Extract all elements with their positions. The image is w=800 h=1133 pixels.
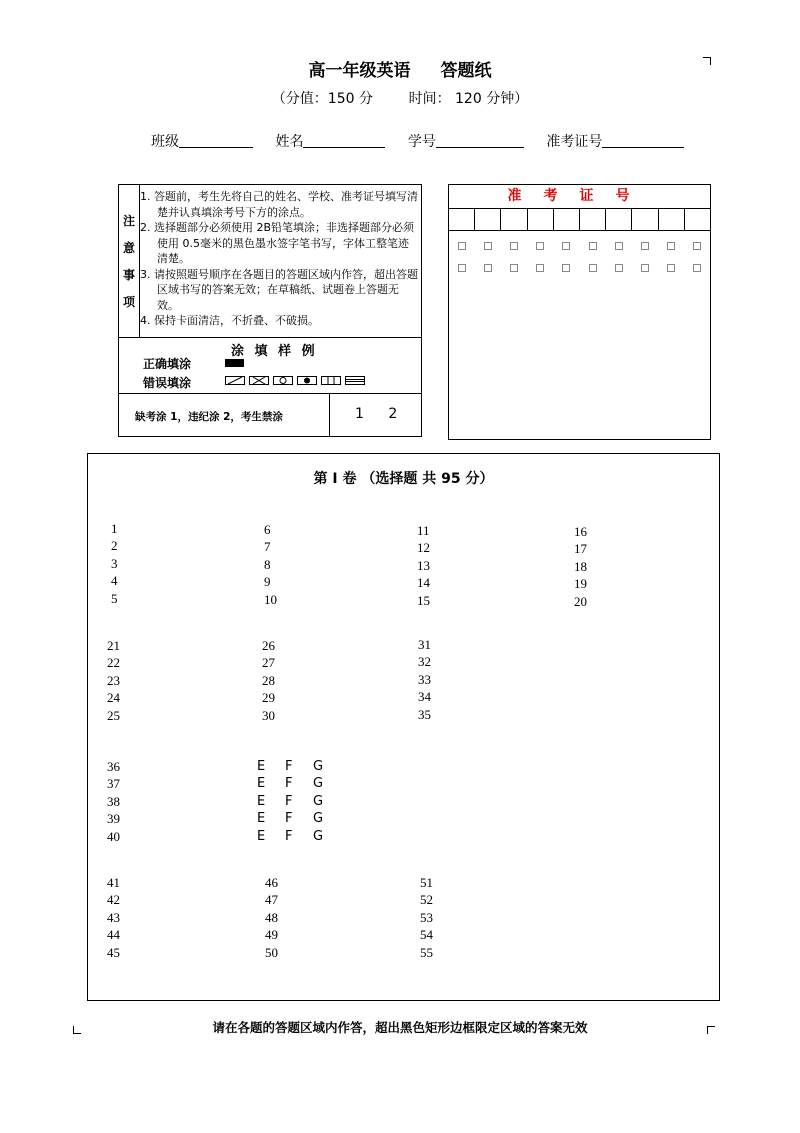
question-column: [418, 636, 431, 723]
question-number: 4: [111, 573, 118, 589]
question-column: [420, 874, 433, 961]
bubble[interactable]: [658, 257, 684, 279]
question-number: 37: [107, 776, 120, 792]
question-number: 40: [107, 828, 120, 844]
question-number: 24: [107, 690, 120, 706]
absence-box: [119, 393, 421, 437]
wrong-fill-label: 错误填涂: [143, 376, 192, 390]
question-number: 44: [107, 927, 120, 943]
question-column: [107, 637, 120, 724]
question-number: 42: [107, 892, 120, 908]
digit-cell[interactable]: [449, 208, 475, 230]
question-number: 10: [264, 591, 277, 607]
question-number: 33: [418, 671, 431, 687]
score-info: （分值：150 分: [271, 91, 373, 107]
question-column: [264, 521, 277, 608]
question-number: 46: [265, 875, 278, 890]
question-column: [417, 522, 430, 609]
notice-side-label: 注 意 事 项: [119, 185, 140, 337]
bubble[interactable]: [449, 257, 475, 279]
question-number: 22: [107, 655, 120, 671]
digit-cell[interactable]: [606, 208, 632, 230]
question-number: 52: [420, 892, 433, 908]
question-number: 21: [107, 638, 120, 653]
page-subtitle: [0, 88, 800, 108]
correct-fill-mark: [225, 359, 244, 367]
question-column: [574, 523, 587, 610]
bubble[interactable]: [527, 257, 553, 279]
option-row[interactable]: E F G: [257, 811, 324, 827]
question-number: 35: [418, 706, 431, 722]
bubble[interactable]: [684, 257, 710, 279]
bubble[interactable]: [527, 235, 553, 257]
digit-cell[interactable]: [685, 208, 710, 230]
name-label: 姓名: [275, 134, 304, 150]
question-number: 39: [107, 811, 120, 827]
digit-cell[interactable]: [528, 208, 554, 230]
exam-number-title: 准考证号: [449, 185, 710, 209]
question-number: 7: [264, 539, 271, 555]
option-letters: [257, 758, 341, 845]
question-number: 8: [264, 556, 271, 572]
question-number: 29: [262, 690, 275, 706]
absence-marks[interactable]: 1 2: [355, 406, 398, 422]
correct-fill-label: 正确填涂: [143, 357, 192, 371]
bubble[interactable]: [579, 257, 605, 279]
absence-label: 缺考涂 1，违纪涂 2，考生禁涂: [135, 411, 283, 423]
question-number: 23: [107, 672, 120, 688]
question-number: 53: [420, 909, 433, 925]
digit-cell[interactable]: [554, 208, 580, 230]
question-number: 13: [417, 557, 430, 573]
question-number: 5: [111, 590, 118, 606]
notice-box: [118, 184, 422, 437]
question-number: 6: [264, 522, 271, 537]
bubble[interactable]: [684, 235, 710, 257]
digit-cell[interactable]: [632, 208, 658, 230]
option-row[interactable]: E F G: [257, 759, 324, 774]
notice-item: 4. 保持卡面清洁，不折叠、不破损。: [140, 314, 319, 327]
question-number: 38: [107, 793, 120, 809]
question-number: 32: [418, 654, 431, 670]
page-title: [0, 56, 800, 81]
bubble[interactable]: [658, 235, 684, 257]
question-number: 11: [417, 523, 430, 538]
question-number: 54: [420, 927, 433, 943]
question-number: 49: [265, 927, 278, 943]
question-number: 27: [262, 655, 275, 671]
notice-item: 3. 请按照题号顺序在各题目的答题区域内作答，超出答题区域书写的答案无效；在草稿纸、试题卷上答题无效。: [140, 267, 418, 312]
exam-number-field[interactable]: [602, 133, 684, 148]
digit-cell[interactable]: [475, 208, 501, 230]
bubble-row: [449, 257, 710, 279]
title-sheet: 答题纸: [440, 61, 492, 81]
bubble-row: [449, 235, 710, 257]
question-number: 51: [420, 875, 433, 890]
question-number: 15: [417, 592, 430, 608]
question-column: [111, 520, 118, 607]
title-subject: 高一年级英语: [308, 61, 411, 81]
bubble[interactable]: [553, 257, 579, 279]
question-number: 18: [574, 558, 587, 574]
question-number: 55: [420, 944, 433, 960]
bubble[interactable]: [579, 235, 605, 257]
question-number: 34: [418, 689, 431, 705]
question-number: 45: [107, 944, 120, 960]
bubble[interactable]: [501, 257, 527, 279]
question-number: 25: [107, 707, 120, 723]
option-row[interactable]: E F G: [257, 776, 324, 792]
option-row[interactable]: E F G: [257, 828, 324, 844]
question-number: 43: [107, 909, 120, 925]
student-id-label: 学号: [407, 134, 436, 150]
question-number: 41: [107, 875, 120, 890]
question-number: 3: [111, 555, 118, 571]
bubble[interactable]: [553, 235, 579, 257]
fill-sample: [119, 337, 421, 394]
exam-number-label: 准考证号: [546, 134, 603, 150]
footer-note: 请在各题的答题区域内作答，超出黑色矩形边框限定区域的答案无效: [212, 1020, 588, 1035]
bubble[interactable]: [606, 257, 632, 279]
notice-item: 2. 选择题部分必须使用 2B铅笔填涂；非选择题部分必须使用 0.5毫米的黑色墨水签字笔书写，字体工整笔迹清楚。: [140, 221, 415, 265]
exam-number-cells: [449, 208, 710, 231]
time-info: 时间： 120 分钟）: [408, 91, 529, 107]
question-number: 47: [265, 892, 278, 908]
bubble[interactable]: [475, 257, 501, 279]
question-number: 28: [262, 672, 275, 688]
class-label: 班级: [151, 134, 179, 150]
option-row[interactable]: E F G: [257, 793, 324, 809]
student-info-row: [151, 131, 702, 151]
notice-item: 1. 答题前，考生先将自己的姓名、学校、准考证号填写清楚并认真填涂考号下方的涂点。: [140, 190, 418, 219]
bubble[interactable]: [606, 235, 632, 257]
question-number: 9: [264, 574, 271, 590]
wrong-fill-marks: [225, 376, 365, 385]
question-number: 36: [107, 759, 120, 774]
question-number: 19: [574, 576, 587, 592]
partial-mark-icon: [321, 376, 341, 385]
question-column: [262, 637, 275, 724]
question-number: 31: [418, 637, 431, 652]
question-number: 26: [262, 638, 275, 653]
question-number: 20: [574, 593, 587, 609]
lines-mark-icon: [345, 376, 365, 385]
name-field[interactable]: [303, 133, 385, 148]
class-field[interactable]: [179, 133, 253, 148]
question-number: 50: [265, 944, 278, 960]
bubble[interactable]: [632, 257, 658, 279]
digit-cell[interactable]: [580, 208, 606, 230]
question-number: 12: [417, 540, 430, 556]
bubble[interactable]: [449, 235, 475, 257]
question-column: [107, 758, 120, 845]
bubble[interactable]: [632, 235, 658, 257]
cross-mark-icon: [249, 376, 269, 385]
question-number: 1: [111, 521, 118, 536]
question-number: 16: [574, 524, 587, 539]
circle-mark-icon: [273, 376, 293, 385]
bubble[interactable]: [501, 235, 527, 257]
digit-cell[interactable]: [501, 208, 527, 230]
digit-cell[interactable]: [659, 208, 685, 230]
student-id-field[interactable]: [436, 133, 524, 148]
fill-sample-title: 涂 填 样 例: [231, 344, 318, 359]
bubble[interactable]: [475, 235, 501, 257]
slash-mark-icon: [225, 376, 245, 385]
question-number: 48: [265, 909, 278, 925]
section-one-box: [87, 453, 720, 1001]
question-number: 14: [417, 575, 430, 591]
question-number: 30: [262, 707, 275, 723]
exam-number-box: [448, 184, 711, 440]
exam-number-bubbles: [449, 235, 710, 279]
question-number: 2: [111, 538, 118, 554]
question-column: [265, 874, 278, 961]
question-column: [107, 874, 120, 961]
question-number: 17: [574, 541, 587, 557]
section-title: 第 I 卷 （选择题 共 95 分）: [313, 471, 494, 487]
dot-mark-icon: [297, 376, 317, 385]
notice-items: [140, 189, 418, 329]
